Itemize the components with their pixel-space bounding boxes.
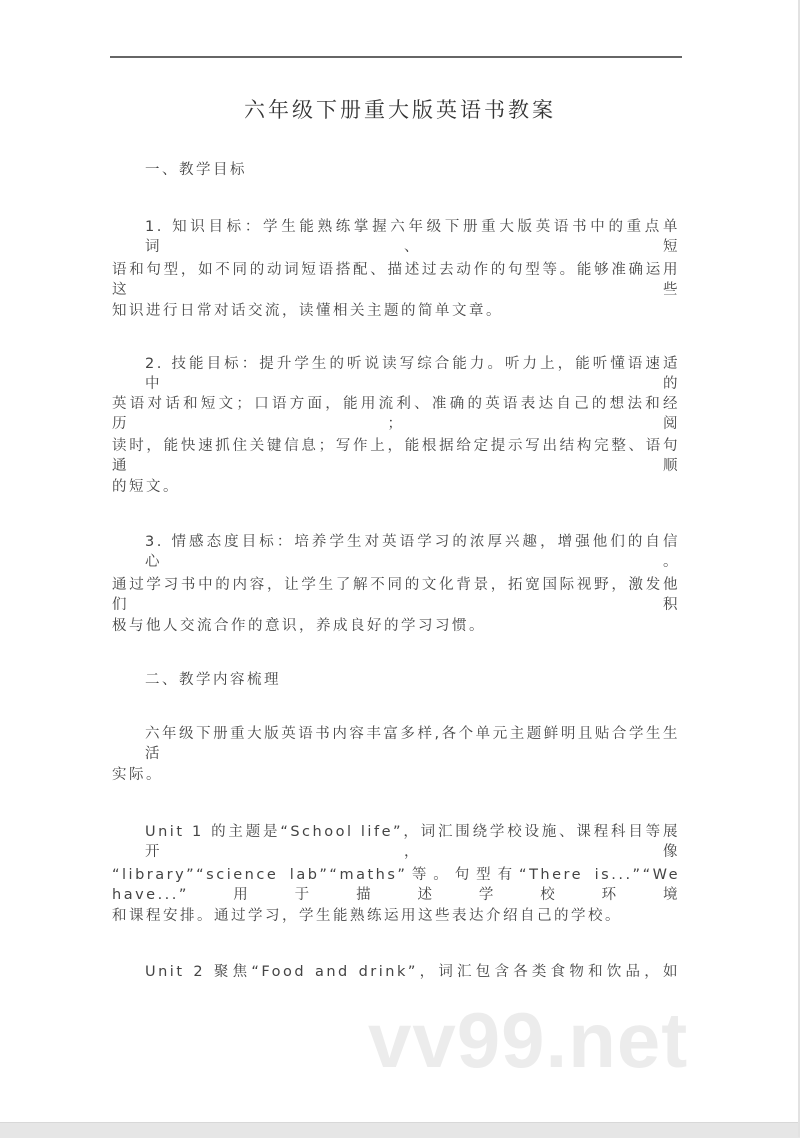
section-heading: 二、教学内容梳理 (145, 672, 281, 688)
paragraph-line: 1. 知识目标：学生能熟练掌握六年级下册重大版英语书中的重点单词、短 (145, 219, 680, 255)
header-rule (110, 56, 682, 58)
paragraph-line: “library”“science lab”“maths”等。句型有“There is...”“We have...”用于描述学校环境 (112, 867, 680, 903)
paragraph-line: 2. 技能目标：提升学生的听说读写综合能力。听力上，能听懂语速适中的 (145, 356, 680, 392)
page-bottom-edge (0, 1122, 800, 1138)
paragraph-line: 极与他人交流合作的意识，养成良好的学习习惯。 (112, 618, 486, 634)
paragraph-line: Unit 2 聚焦“Food and drink”，词汇包含各类食物和饮品，如 (145, 964, 680, 980)
paragraph-line: 英语对话和短文；口语方面，能用流利、准确的英语表达自己的想法和经历；阅 (112, 396, 680, 432)
paragraph-line: 读时，能快速抓住关键信息；写作上，能根据给定提示写出结构完整、语句通顺 (112, 438, 680, 474)
section-heading: 一、教学目标 (145, 162, 247, 178)
paragraph-line: Unit 1 的主题是“School life”，词汇围绕学校设施、课程科目等展开，像 (145, 824, 680, 860)
paragraph-line: 语和句型，如不同的动词短语搭配、描述过去动作的句型等。能够准确运用这些 (112, 262, 680, 298)
watermark: vv99.net (368, 996, 689, 1084)
paragraph-line: 的短文。 (112, 479, 180, 495)
paragraph-line: 通过学习书中的内容，让学生了解不同的文化背景，拓宽国际视野，激发他们积 (112, 577, 680, 613)
document-title: 六年级下册重大版英语书教案 (244, 98, 556, 122)
paragraph-line: 六年级下册重大版英语书内容丰富多样,各个单元主题鲜明且贴合学生生活 (145, 726, 680, 762)
paragraph-line: 3. 情感态度目标：培养学生对英语学习的浓厚兴趣，增强他们的自信心。 (145, 534, 680, 570)
paragraph-line: 和课程安排。通过学习，学生能熟练运用这些表达介绍自己的学校。 (112, 908, 622, 924)
paragraph-line: 知识进行日常对话交流，读懂相关主题的简单文章。 (112, 303, 503, 319)
paragraph-line: 实际。 (112, 767, 163, 783)
